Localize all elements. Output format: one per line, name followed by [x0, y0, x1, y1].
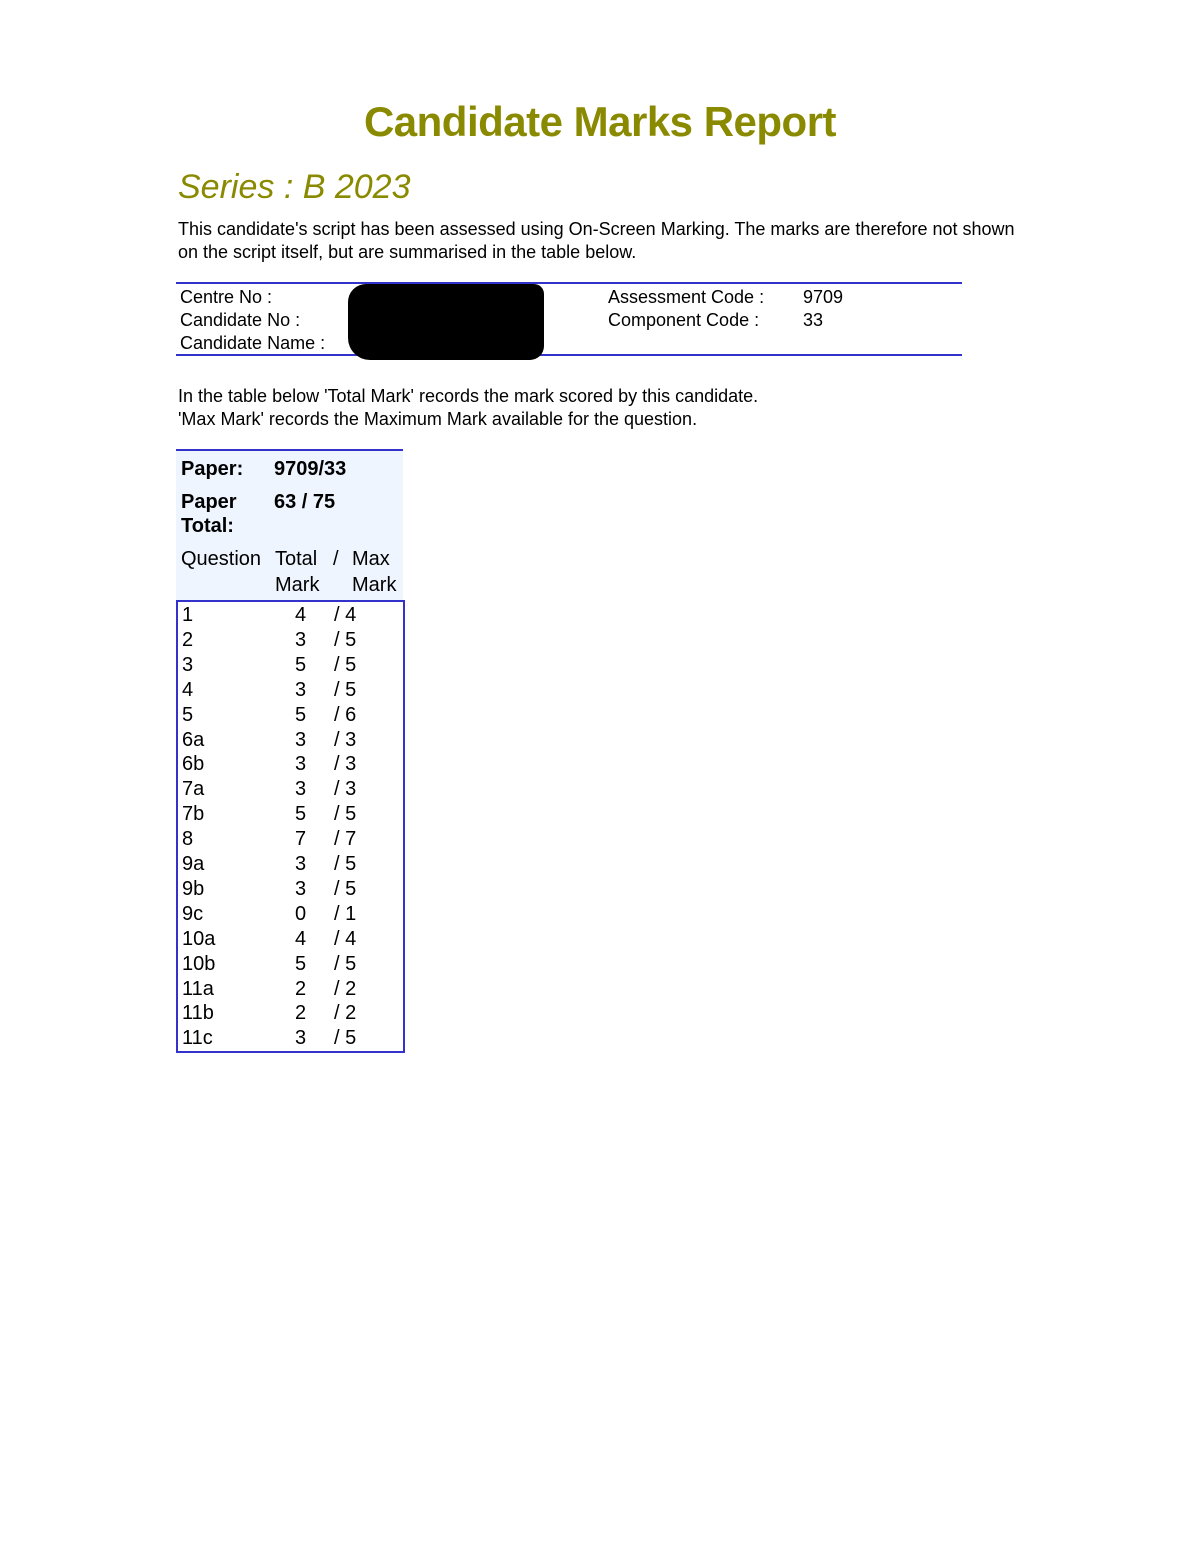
total-mark: 5: [295, 653, 307, 676]
total-mark: 3: [295, 753, 307, 776]
report-title: Candidate Marks Report: [363, 98, 837, 145]
max-mark: / 5: [334, 1027, 357, 1050]
total-mark: 2: [295, 977, 307, 1000]
table-row: [178, 852, 403, 877]
total-mark: 2: [295, 1002, 307, 1025]
max-mark: / 5: [334, 803, 357, 826]
candidate-no-label: Candidate No :: [180, 310, 301, 330]
max-mark: / 5: [334, 678, 357, 701]
marks-table: [176, 600, 405, 1053]
table-row: [178, 1026, 403, 1051]
question-number: 11a: [182, 977, 214, 1000]
table-row: [178, 877, 403, 902]
table-row: [178, 752, 403, 777]
column-header-total: Total: [275, 548, 318, 570]
table-row: [178, 628, 403, 653]
total-mark: 3: [295, 1027, 307, 1050]
centre-no-label: Centre No :: [180, 287, 273, 307]
table-row: [178, 603, 403, 628]
table-row: [178, 703, 403, 728]
paper-total-label-line2: Total:: [181, 515, 234, 537]
question-number: 4: [182, 678, 194, 701]
redaction-mark: [348, 284, 544, 360]
column-header-total-mark: Mark: [275, 574, 320, 596]
question-number: 1: [182, 604, 194, 626]
question-number: 7b: [182, 803, 205, 826]
table-row: [178, 728, 403, 753]
question-number: 7a: [182, 778, 205, 801]
max-mark: / 5: [334, 853, 357, 875]
total-mark: 3: [295, 877, 307, 900]
max-mark: / 2: [334, 1002, 357, 1025]
question-number: 2: [182, 628, 194, 651]
paper-label: Paper:: [181, 458, 244, 480]
explain-max-mark: 'Max Mark' records the Maximum Mark available for the question.: [178, 409, 698, 429]
total-mark: 0: [295, 902, 307, 925]
max-mark: / 5: [334, 628, 357, 651]
assessment-code-label: Assessment Code :: [608, 287, 765, 307]
table-explanation: [178, 385, 758, 431]
question-number: 5: [182, 703, 194, 726]
max-mark: / 7: [334, 828, 357, 851]
paper-code-value: 9709/33: [274, 458, 347, 480]
total-mark: 7: [295, 828, 307, 851]
question-number: 8: [182, 828, 194, 851]
max-mark: / 4: [334, 927, 357, 950]
question-number: 11c: [182, 1027, 213, 1050]
table-row: [178, 777, 403, 802]
max-mark: / 4: [334, 604, 357, 626]
table-row: [178, 977, 403, 1002]
question-number: 10a: [182, 927, 216, 950]
total-mark: 5: [295, 803, 307, 826]
question-number: 3: [182, 653, 194, 676]
max-mark: / 1: [334, 902, 357, 925]
component-code-value: 33: [803, 310, 824, 330]
max-mark: / 3: [334, 728, 357, 751]
max-mark: / 3: [334, 778, 357, 801]
intro-text: This candidate's script has been assessed using On-Screen Marking. The marks are therefore not shown on the script itself, but are summarised in the table below.: [178, 219, 1015, 262]
code-values: [803, 286, 843, 332]
question-number: 9b: [182, 877, 205, 900]
table-row: [178, 1001, 403, 1026]
table-row: [178, 902, 403, 927]
total-mark: 3: [295, 678, 307, 701]
column-header-slash: /: [333, 548, 339, 570]
question-number: 9a: [182, 853, 205, 875]
question-number: 9c: [182, 902, 204, 925]
max-mark: / 5: [334, 877, 357, 900]
code-labels: [608, 286, 764, 332]
component-code-label: Component Code :: [608, 310, 760, 330]
total-mark: 3: [295, 853, 307, 875]
column-header-question: Question: [181, 548, 262, 570]
total-mark: 3: [295, 778, 307, 801]
series-heading: Series : B 2023: [178, 168, 411, 206]
paper-total-value: 63 / 75: [274, 491, 336, 513]
max-mark: / 2: [334, 977, 357, 1000]
question-number: 6a: [182, 728, 205, 751]
explain-total-mark: In the table below 'Total Mark' records the mark scored by this candidate.: [178, 386, 759, 406]
total-mark: 3: [295, 728, 307, 751]
candidate-info-box: [176, 282, 962, 356]
table-row: [178, 678, 403, 703]
max-mark: / 3: [334, 753, 357, 776]
table-row: [178, 653, 403, 678]
table-row: [178, 927, 403, 952]
table-row: [178, 802, 403, 827]
assessment-code-value: 9709: [803, 287, 844, 307]
candidate-info-labels: [180, 286, 325, 355]
max-mark: / 5: [334, 952, 357, 975]
paper-summary-box: [176, 449, 403, 545]
max-mark: / 6: [334, 703, 357, 726]
total-mark: 3: [295, 628, 307, 651]
column-header-max: Max: [352, 548, 390, 570]
total-mark: 4: [295, 927, 307, 950]
table-row: [178, 827, 403, 852]
candidate-name-label: Candidate Name :: [180, 333, 326, 353]
total-mark: 5: [295, 952, 307, 975]
table-row: [178, 952, 403, 977]
max-mark: / 5: [334, 653, 357, 676]
total-mark: 4: [295, 604, 307, 626]
question-number: 6b: [182, 753, 205, 776]
question-number: 10b: [182, 952, 216, 975]
question-number: 11b: [182, 1002, 214, 1025]
paper-total-label-line1: Paper: [181, 491, 237, 513]
total-mark: 5: [295, 703, 307, 726]
column-header-max-mark: Mark: [352, 574, 397, 596]
